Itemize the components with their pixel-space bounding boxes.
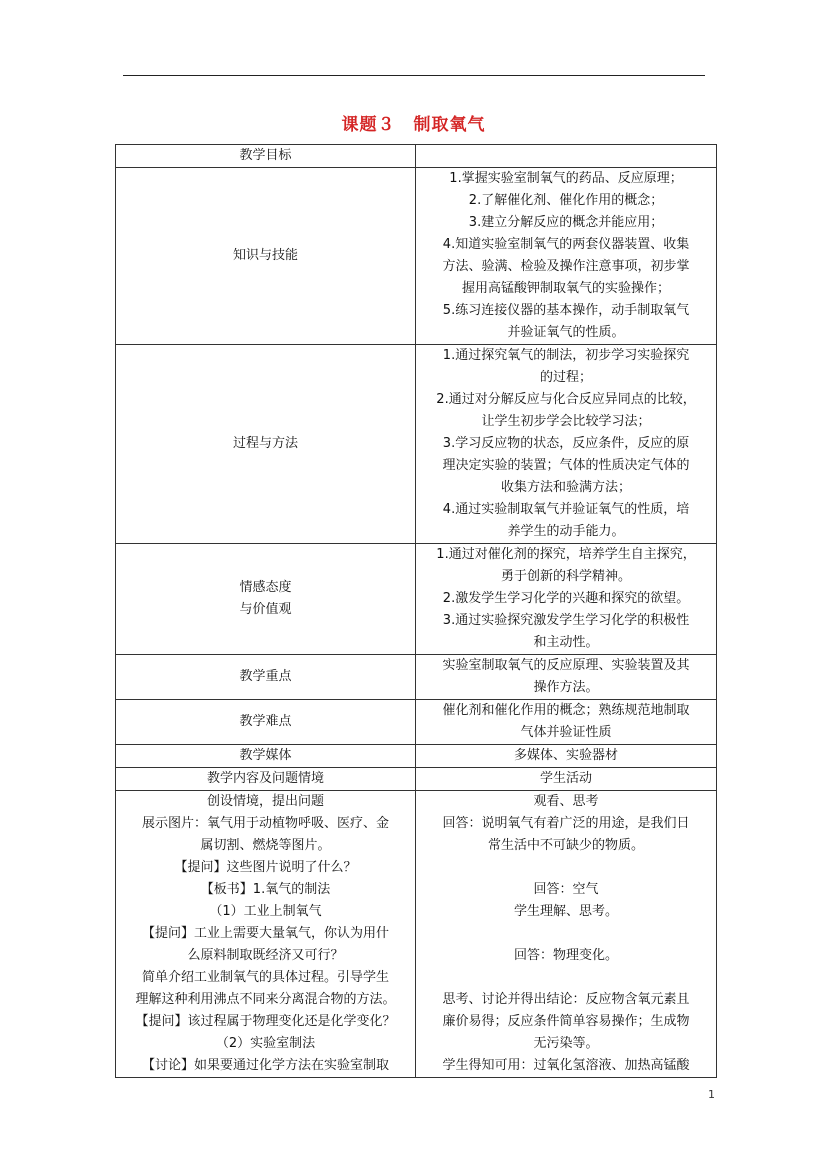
- table-row: [116, 700, 717, 745]
- text-line: 4.知道实验室制氧气的两套仪器装置、收集: [442, 237, 690, 252]
- text-line: 理解这种利用沸点不同来分离混合物的方法。: [135, 992, 396, 1007]
- text-line: 气体并验证性质: [520, 725, 612, 740]
- text-line: 5.练习连接仪器的基本操作，动手制取氧气: [442, 303, 690, 318]
- text-line: 方法、验满、检验及操作注意事项，初步掌: [442, 259, 690, 274]
- row-label: 知识与技能: [116, 168, 416, 345]
- text-line: 展示图片：氧气用于动植物呼吸、医疗、金: [141, 816, 389, 831]
- teaching-content-cell: [116, 791, 416, 1078]
- blank-line: [420, 923, 712, 945]
- process-method-cell: [416, 345, 717, 544]
- text-line: 么原料制取既经济又可行？: [187, 948, 344, 963]
- media-cell: 多媒体、实验器材: [416, 745, 717, 768]
- row-label: 过程与方法: [116, 345, 416, 544]
- text-line: 思考、讨论并得出结论：反应物含氧元素且: [442, 992, 690, 1007]
- text-line: 操作方法。: [533, 680, 599, 695]
- key-point-cell: [416, 655, 717, 700]
- label-line: 与价值观: [239, 602, 292, 617]
- attitude-values-cell: [416, 544, 717, 655]
- text-line: （2）实验室制法: [215, 1036, 316, 1051]
- text-line: 让学生初步学会比较学习法；: [481, 414, 651, 429]
- row-label: 教学难点: [116, 700, 416, 745]
- text-line: 勇于创新的科学精神。: [500, 569, 631, 584]
- text-line: 2.激发学生学习化学的兴趣和探究的欲望。: [442, 591, 690, 606]
- text-line: 属切割、燃烧等图片。: [200, 838, 331, 853]
- text-line: 1.掌握实验室制氧气的药品、反应原理；: [449, 171, 683, 186]
- table-row: [116, 791, 717, 1078]
- text-line: 简单介绍工业制氧气的具体过程。引导学生: [141, 970, 389, 985]
- table-row: [116, 768, 717, 791]
- table-row: [116, 745, 717, 768]
- text-line: 学生理解、思考。: [513, 904, 618, 919]
- page-number: 1: [708, 1088, 715, 1101]
- text-line: 并验证氧气的性质。: [507, 325, 625, 340]
- text-line: 和主动性。: [533, 635, 599, 650]
- text-line: 【提问】工业上需要大量氧气，你认为用什: [141, 926, 389, 941]
- blank-line: [420, 967, 712, 989]
- row-label: 教学媒体: [116, 745, 416, 768]
- text-line: 无污染等。: [533, 1036, 599, 1051]
- text-line: （1）工业上制氧气: [209, 904, 322, 919]
- row-label: [116, 544, 416, 655]
- text-line: 2.通过对分解反应与化合反应异同点的比较，: [436, 392, 696, 407]
- table-row: [116, 345, 717, 544]
- table-row: [116, 168, 717, 345]
- table-row: [116, 655, 717, 700]
- objectives-header-blank: [416, 145, 717, 168]
- content-header: 教学内容及问题情境: [116, 768, 416, 791]
- text-line: 观看、思考: [533, 794, 599, 809]
- knowledge-skills-cell: [416, 168, 717, 345]
- table-row: [116, 544, 717, 655]
- header-rule: [123, 75, 705, 76]
- text-line: 回答：说明氧气有着广泛的用途，是我们日: [442, 816, 690, 831]
- text-line: 回答：物理变化。: [513, 948, 618, 963]
- text-line: 理决定实验的装置；气体的性质决定气体的: [442, 458, 690, 473]
- text-line: 回答：空气: [533, 882, 599, 897]
- student-activity-cell: [416, 791, 717, 1078]
- text-line: 3.通过实验探究激发学生学习化学的积极性: [442, 613, 690, 628]
- text-line: 创设情境，提出问题: [206, 794, 324, 809]
- page-title: 课题３ 制取氧气: [341, 115, 486, 135]
- text-line: 实验室制取氧气的反应原理、实验装置及其: [442, 658, 690, 673]
- table-row: [116, 145, 717, 168]
- label-line: 情感态度: [239, 580, 292, 595]
- text-line: 【提问】这些图片说明了什么？: [174, 860, 357, 875]
- text-line: 3.建立分解反应的概念并能应用；: [468, 215, 664, 230]
- blank-line: [420, 857, 712, 879]
- text-line: 1.通过对催化剂的探究，培养学生自主探究，: [436, 547, 696, 562]
- row-label: 教学重点: [116, 655, 416, 700]
- difficulty-cell: [416, 700, 717, 745]
- text-line: 廉价易得；反应条件简单容易操作；生成物: [442, 1014, 690, 1029]
- text-line: 收集方法和验满方法；: [500, 480, 631, 495]
- text-line: 学生得知可用：过氧化氢溶液、加热高锰酸: [442, 1058, 690, 1073]
- objectives-header: 教学目标: [116, 145, 416, 168]
- activity-header: 学生活动: [416, 768, 717, 791]
- text-line: 养学生的动手能力。: [507, 524, 625, 539]
- text-line: 4.通过实验制取氧气并验证氧气的性质，培: [442, 502, 690, 517]
- text-line: 【提问】该过程属于物理变化还是化学变化？: [135, 1014, 396, 1029]
- text-line: 【讨论】如果要通过化学方法在实验室制取: [141, 1058, 389, 1073]
- text-line: 催化剂和催化作用的概念；熟练规范地制取: [442, 703, 690, 718]
- text-line: 的过程；: [539, 370, 592, 385]
- text-line: 常生活中不可缺少的物质。: [487, 838, 644, 853]
- text-line: 握用高锰酸钾制取氧气的实验操作；: [461, 281, 670, 296]
- text-line: 3.学习反应物的状态，反应条件，反应的原: [442, 436, 690, 451]
- text-line: 2.了解催化剂、催化作用的概念；: [468, 193, 664, 208]
- text-line: 1.通过探究氧气的制法，初步学习实验探究: [442, 348, 690, 363]
- lesson-plan-table: [115, 144, 717, 1078]
- text-line: 【板书】1.氧气的制法: [200, 882, 331, 897]
